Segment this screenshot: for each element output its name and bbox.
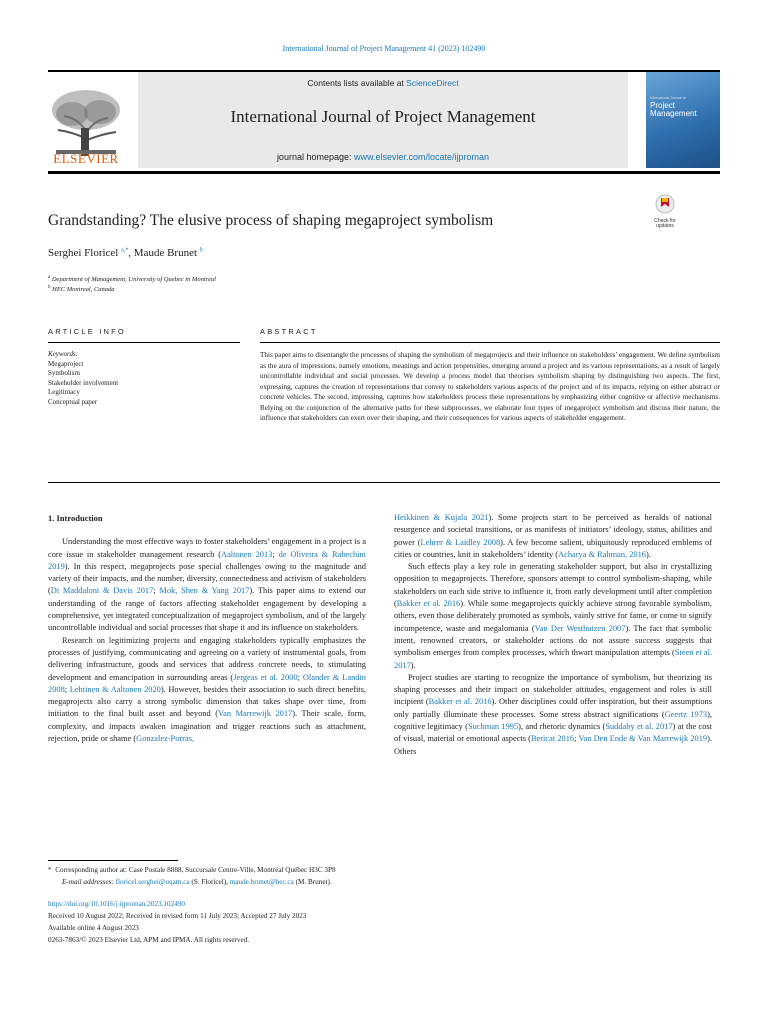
citation-line[interactable]: International Journal of Project Management 41 (2023) 102490 [282, 44, 486, 53]
citation-link[interactable]: Mok, Shen & Yang 2017 [159, 586, 250, 596]
paragraph [394, 561, 712, 672]
paragraph-text: ). In this respect, megaprojects pose special challenges owing to the magnitude and variety of their impacts, and the number, diversity, connectedness and activism of stakeholders ( [48, 561, 366, 596]
abstract-rule [260, 342, 720, 343]
citation-link[interactable]: Acharya & Rahman, 2016 [558, 549, 646, 559]
check-updates-icon [654, 194, 676, 214]
paragraph-text: ; [297, 672, 303, 682]
paragraph [48, 635, 366, 746]
sciencedirect-link[interactable]: ScienceDirect [406, 78, 459, 88]
citation-link[interactable]: Gonzalez-Porras, [136, 734, 195, 744]
citation-link[interactable]: Olander & Landin 2008 [48, 672, 366, 694]
footnote-symbol: * [48, 866, 52, 874]
paragraph-text: ). Their scale, form, complexity, and impacts awaken imagination and trigger reactions such as attachment, rejection, pride or shame ( [48, 709, 367, 744]
paragraph-text: ), and rhetoric dynamics ( [518, 722, 606, 732]
keyword-item: Megaproject [48, 359, 84, 368]
email-link-1[interactable]: floricel.serghei@uqam.ca [115, 878, 190, 886]
citation-link[interactable]: Suddaby et al. 2017 [605, 722, 673, 732]
affiliation-b-text: HEC Montreal, Canada [52, 286, 115, 294]
author-separator: , [128, 247, 134, 259]
check-for-updates-badge[interactable] [650, 194, 680, 228]
contents-prefix: Contents lists available at [307, 78, 407, 88]
email-link-2[interactable]: maude.brunet@hec.ca [229, 878, 294, 886]
header-rule-bottom [48, 171, 720, 174]
cover-title [650, 102, 697, 118]
citation-link[interactable]: Van Den Ende & Van Marrewijk 2019 [578, 734, 708, 744]
publisher-logo-text: ELSEVIER [53, 151, 119, 166]
contents-line [138, 78, 628, 88]
footnote-rule [48, 860, 178, 861]
body-column-left [48, 512, 366, 745]
paragraph [394, 672, 712, 758]
paragraph-text: ), cognitive legitimacy ( [394, 709, 712, 732]
paragraph-text: Project studies are starting to recognize the importance of symbolism, but theorizing its shaping processes and their impact on stakeholder attitudes, engagement and roles is still incipient ( [394, 672, 712, 707]
citation-link[interactable]: Heikkinen & Kujala 2021 [394, 513, 489, 522]
keyword-item: Legitimacy [48, 388, 80, 396]
paragraph-text: ). Some projects start to be perceived as heralds of national resurgence and societal transitions, or as manifests of initiators’ ideology, status, abilities and power ( [394, 513, 712, 547]
keyword-item: Stakeholder involvement [48, 378, 119, 387]
paragraph-text: ). A few become salient, ubiquitously reproduced emblems of cities or countries, knit in stakeholders’ identity ( [394, 537, 712, 559]
section-heading: 1. Introduction [48, 513, 103, 523]
keywords-block [48, 350, 118, 407]
paragraph-text: ). Others [394, 734, 713, 756]
body-column-right [394, 512, 712, 758]
citation-link[interactable]: Van Der Westhuizen 2007 [534, 623, 626, 633]
cover-title-line1: Project [650, 101, 675, 110]
affiliation-a-text: Department of Management, University of Quebec in Montreal [51, 276, 216, 284]
email-label: E-mail addresses: [62, 878, 116, 886]
citation-link[interactable]: Lehrer & Laidley 2008 [420, 537, 501, 547]
citation-link[interactable]: Bakker et al. 2016 [396, 599, 461, 609]
paragraph-text: ; [153, 586, 160, 596]
paragraph-text: ) at the cost of visual, material or emotional aspects ( [394, 722, 713, 744]
citation-link[interactable]: Bakker et al. 2016 [428, 697, 492, 707]
email-2-owner: (M. Brunet). [293, 878, 332, 886]
available-online-date: Available online 4 August 2023 [48, 924, 139, 932]
paragraph-text: ; [574, 734, 579, 744]
affiliation-a [48, 275, 216, 283]
corresponding-author-note [48, 865, 336, 876]
paragraph [48, 536, 366, 634]
abstract-end-rule [48, 482, 720, 483]
paragraph-text: ; [64, 684, 70, 694]
cover-small-text: International Journal of [650, 96, 686, 100]
paragraph-text: ). However, besides their association to such direct benefits, megaprojects also carry a strong symbolic dimension that takes shape over time, from initiation to the final built asset and beyond ( [48, 684, 366, 719]
keywords-label: Keywords: [48, 350, 79, 358]
citation-link[interactable]: Jergeas et al. 2000 [233, 672, 298, 682]
paragraph [394, 512, 712, 561]
citation-link[interactable]: Lehtinen & Aaltonen 2020 [69, 684, 161, 694]
paragraph-text: Research on legitimizing projects and engaging stakeholders typically emphasizes the processes of justifying, communicating and agreeing on a variety of instrumental goals, from delivering infrastructure, goods and services that address concrete needs, to stimulating development and emancipation in surrounding areas ( [48, 635, 366, 682]
corresponding-author-text: Corresponding author at: Case Postale 8888, Succursale Centre-Ville, Montréal Québec H3C 3P8 [55, 866, 336, 874]
check-updates-line1: Check for [654, 218, 676, 224]
received-dates: Received 10 August 2022; Received in revised form 11 July 2023; Accepted 27 July 2023 [48, 912, 307, 920]
paragraph-text: ). Other disciplines could offer inspiration, but their assumptions only partially illuminate these processes. Some stress abstract significations ( [394, 697, 712, 719]
journal-cover [646, 72, 720, 168]
paragraph-text: ). This paper aims to extend our understanding of the range of factors affecting stakeholder engagement by developing a comprehensive, yet integrated conceptualization of megaproject symbolism, and of the largely uncontrollable individual and social processes that shape it and its influence on stakeholders. [48, 586, 367, 633]
paragraph-text: ). [645, 549, 651, 559]
citation-link[interactable]: Di Maddaloni & Davis 2017 [50, 586, 154, 596]
abstract-heading: ABSTRACT [260, 327, 318, 336]
author-2-affiliation-link[interactable]: b [199, 247, 203, 254]
paragraph-text: ). While some megaprojects quickly achieve strong favorable symbolism, others, even those deliberately promoted as symbols, vainly strive for fame, or come to signify incompetence, waste and megalomania ( [394, 599, 712, 633]
abstract-text: This paper aims to disentangle the processes of shaping the symbolism of megaprojects and their influence on stakeholders’ engagement. We define symbolism as the aura of impressions, namely emotions, meanings and action propensities, emerging around a project and its various representations, as a result of largely uncontrollable individual and social processes. We develop a process model that theorises symbolism shaping by distinguishing two aspects. The first, expressing, captures the creation of representations that convey to stakeholders various aspects of the project and of its impacts, relying on either abstract or concrete vehicles. The second, impressing, captures how stakeholders process these representations by emphasizing either cognitive or affective mechanisms. Relying on the conjunction of the alternative paths for these subprocesses, we elaborate four types of megaproject symbolism and discuss their nature, the influence that stakeholders can exert over their shaping, and their consequences for various aspects of stakeholder engagement. [260, 351, 720, 422]
paragraph-text: ). [410, 660, 416, 670]
homepage-link[interactable]: www.elsevier.com/locate/ijproman [354, 152, 490, 162]
email-1-owner: (S. Floricel), [189, 878, 230, 886]
citation-link[interactable]: Geertz 1973 [664, 709, 708, 719]
citation-link[interactable]: Bericat 2016 [530, 734, 575, 744]
paragraph-text: ; [272, 549, 279, 559]
authors-line [48, 247, 203, 259]
paragraph-text: ). The fact that symbolic intent, renowned creators, or stakeholder actions do not assure success suggests that symbolism emerges from complex processes, which thwart manipulation attempts ( [394, 623, 712, 658]
affiliation-a-label: a [48, 275, 51, 280]
article-title: Grandstanding? The elusive process of shaping megaproject symbolism [48, 212, 494, 229]
citation-link[interactable]: Steen et al. 2017 [394, 648, 712, 670]
paragraph-text: Such effects play a key role in generating stakeholder support, but also in crystallizing opposition to megaprojects. Therefore, sponsors attempt to control symbolism-shaping, while stakeholders on each side strive to influence it, from early development until after completion ( [394, 562, 712, 609]
affiliation-b [48, 285, 115, 293]
citation-link[interactable]: Aaltonen 2013 [221, 549, 273, 559]
citation-link[interactable]: de Oliveira & Rabechini 2019 [48, 549, 367, 571]
author-1: Serghei Floricel [48, 247, 119, 259]
copyright-line: 0263-7863/© 2023 Elsevier Ltd, APM and IPMA. All rights reserved. [48, 936, 250, 944]
article-info-heading: ARTICLE INFO [48, 327, 126, 336]
affiliation-b-label: b [48, 285, 51, 290]
homepage-prefix: journal homepage: [276, 152, 354, 162]
author-2: Maude Brunet [133, 247, 198, 259]
doi-link[interactable]: https://doi.org/10.1016/j.ijproman.2023.102490 [48, 900, 186, 908]
email-note [62, 877, 332, 888]
author-1-affiliation-link[interactable]: a,* [121, 247, 129, 254]
journal-masthead [138, 72, 628, 168]
keyword-item: Conceptual paper [48, 397, 98, 406]
citation-link[interactable]: Van Marrewijk 2017 [218, 709, 293, 719]
keyword-item: Symbolism [48, 369, 80, 377]
check-updates-line2: updates [656, 223, 674, 230]
journal-title: International Journal of Project Management [230, 107, 536, 126]
article-info-rule [48, 342, 240, 343]
citation-link[interactable]: Suchman 1995 [467, 722, 519, 732]
paragraph-text: Understanding the most effective ways to foster stakeholders’ engagement in a project is a core issue in stakeholder management research ( [48, 537, 366, 559]
cover-title-line2: Management [650, 109, 697, 118]
homepage-line [138, 152, 628, 162]
